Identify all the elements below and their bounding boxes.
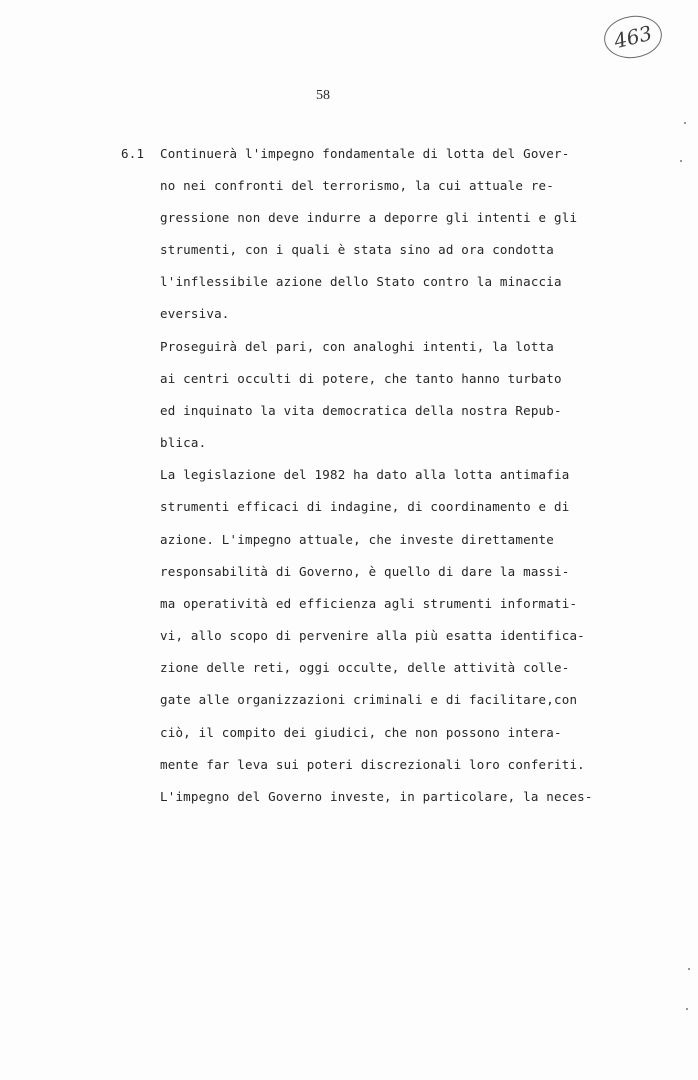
text-line: eversiva. [160, 306, 230, 321]
text-line: l'inflessibile azione dello Stato contro la minaccia [160, 274, 562, 289]
text-line: ciò, il compito dei giudici, che non possono intera- [160, 725, 562, 740]
text-line: strumenti, con i quali è stata sino ad ora condotta [160, 242, 555, 257]
text-line: gate alle organizzazioni criminali e di facilitare,con [160, 692, 578, 707]
text-line: no nei confronti del terrorismo, la cui attuale re- [160, 178, 555, 193]
scan-speck [684, 122, 686, 124]
scan-speck [688, 968, 690, 970]
section-number: 6.1 [121, 146, 145, 161]
text-line: azione. L'impegno attuale, che investe direttamente [160, 532, 555, 547]
text-line: zione delle reti, oggi occulte, delle attività colle- [160, 660, 570, 675]
archive-number-text: 463 [611, 20, 655, 54]
text-line: L'impegno del Governo investe, in particolare, la neces- [160, 789, 593, 804]
text-line: vi, allo scopo di pervenire alla più esatta identifica- [160, 628, 585, 643]
text-line: mente far leva sui poteri discrezionali loro conferiti. [160, 757, 585, 772]
text-line: Continuerà l'impegno fondamentale di lotta del Gover- [160, 146, 570, 161]
text-line: ai centri occulti di potere, che tanto hanno turbato [160, 371, 562, 386]
text-line: strumenti efficaci di indagine, di coordinamento e di [160, 499, 570, 514]
scan-speck [680, 160, 682, 162]
text-line: ma operatività ed efficienza agli strumenti informati- [160, 596, 578, 611]
page-number: 58 [316, 88, 330, 103]
text-line: blica. [160, 435, 207, 450]
text-line: responsabilità di Governo, è quello di dare la massi- [160, 564, 570, 579]
scan-speck [686, 1008, 688, 1010]
text-line: Proseguirà del pari, con analoghi intenti, la lotta [160, 339, 555, 354]
text-line: La legislazione del 1982 ha dato alla lotta antimafia [160, 467, 570, 482]
text-line: gressione non deve indurre a deporre gli intenti e gli [160, 210, 578, 225]
text-line: ed inquinato la vita democratica della nostra Repub- [160, 403, 562, 418]
archive-number-stamp [601, 12, 664, 62]
